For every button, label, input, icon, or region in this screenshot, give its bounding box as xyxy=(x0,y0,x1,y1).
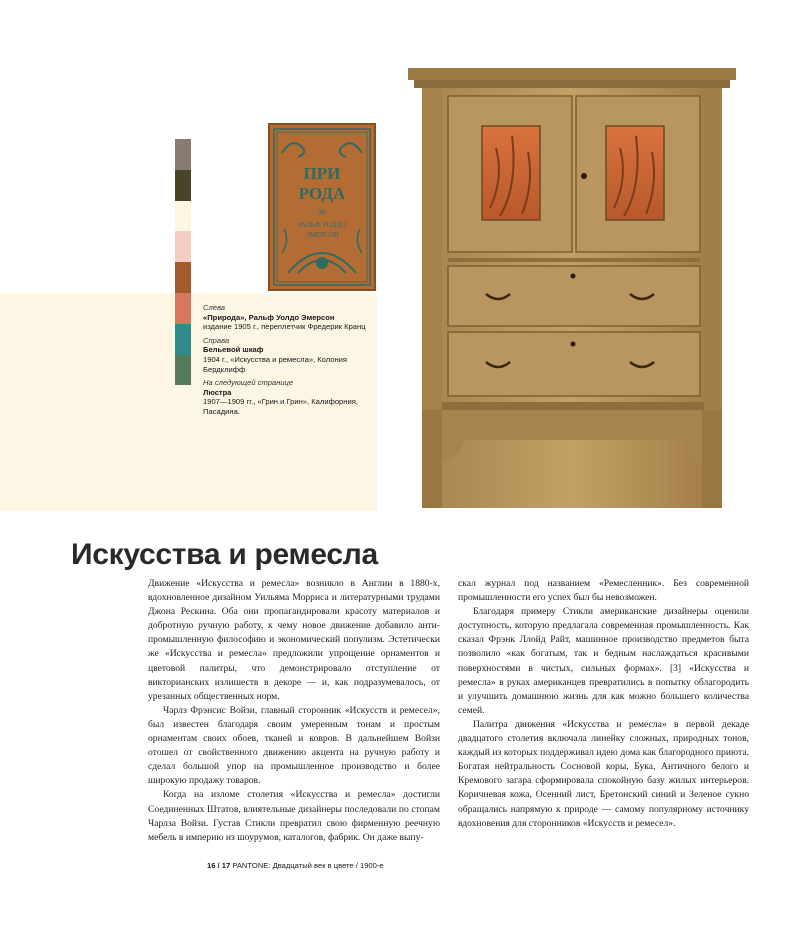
book-title-line-5: ЭМЕРСОН xyxy=(305,231,339,239)
paragraph: Когда на изломе столетия «Искусства и ремесла» достигли Соединенных Штатов, влиятельные дизайнеры последовали по стопам Чарлза Войзи. Густав Стикли превратил свою фирменную реечную мебель в империю из шоурумов, каталогов, фабрик. Он даже выпу- xyxy=(148,789,440,843)
caption-title: Бельевой шкаф xyxy=(203,345,264,355)
paragraph: Движение «Искусства и ремесла» возникло в Англии в 1880-х, вдохновленное дизайном Уильяма Морриса и литературными трудами Джона Рескина. Оба они пропагандировали красоту материалов и добротную ручную работу, к чему новое движение добавило анти-промышленную философию и экономический популизм. Эстетически же «Искусства и ремесла» предложили упрощение орнаментов и цветовой палитры, что демонстрировало отступление от викторианских излишеств в декоре — и, как подразумевалось, от урезанных общественных норм. xyxy=(148,578,440,702)
paragraph: Чарлз Фрэнсис Войзи, главный сторонник «Искусств и ремесел», был известен благодаря своим умеренным тонам и простым орнаментам своих обоев, тканей и ковров. В дальнейшем Войзи отошел от свойственного движению акцента на ручную работу и сделал большой упор на промышленное производство и более широкую продажу товаров. xyxy=(148,704,440,787)
book-title-line-3: ЭР xyxy=(317,208,327,217)
swatch-teal xyxy=(175,324,191,355)
caption-right xyxy=(203,336,375,374)
caption-text: издание 1905 г., переплетчик Фредерик Кранц xyxy=(203,322,366,332)
color-palette xyxy=(175,139,191,385)
paragraph: Палитра движения «Искусства и ремесла» в первой декаде двадцатого столетия включала линейку сложных, природных тонов, каждый из которых поддерживал идею дома как благородного приюта. Богатая нейтральность Сосновой коры, Бука, Античного белого и Кремового загара сформировала спокойную базу жилых интерьеров. Коричневая кожа, Осенний лист, Бретонский синий и Зеленое сукно обращались напрямую к природе — самому популярному источнику вдохновения для сторонников «Искусств и ремесел». xyxy=(458,718,749,829)
swatch-taupe xyxy=(175,139,191,170)
caption-label: На следующей странице xyxy=(203,378,294,388)
caption-next-page xyxy=(203,378,375,416)
caption-text: 1904 г., «Искусства и ремесла», Колония Бердклифф xyxy=(203,354,348,374)
footer-text: PANTONE: Двадцатый век в цвете / 1900-е xyxy=(232,861,384,870)
caption-left xyxy=(203,303,375,332)
page-title: Искусства и ремесла xyxy=(71,538,378,571)
caption-label: Справа xyxy=(203,335,230,345)
image-captions xyxy=(203,303,375,421)
page-footer xyxy=(207,861,384,870)
swatch-sage-green xyxy=(175,355,191,386)
swatch-dark-olive xyxy=(175,170,191,201)
book-title-line-1: ПРИ xyxy=(303,164,341,183)
paragraph: Благодаря примеру Стикли американские дизайнеры оценили доступность, которую предлагала современная промышленность. Как сказал Фрэнк Ллойд Райт, машинное производство предметов быта позволило «как богатым, так и бедным наслаждаться красивыми поверхностями в чистых, сильных формах». [3] «Искусства и ремесла» в руках американцев превратились в попытку облагородить и улучшить домашнюю жизнь для как можно большего количества семей. xyxy=(458,606,749,716)
swatch-burnt-brown xyxy=(175,262,191,293)
book-cover-image xyxy=(268,123,376,291)
paragraph: скал журнал под названием «Ремесленник». Без современной промышленности его успех был бы невозможен. xyxy=(458,578,749,604)
page-numbers: 16 / 17 xyxy=(207,861,231,870)
caption-text: 1907—1909 гг., «Грин и Грин», Калифорния, Пасадина. xyxy=(203,397,358,416)
swatch-pale-pink xyxy=(175,231,191,262)
swatch-cream-white xyxy=(175,201,191,232)
swatch-terracotta xyxy=(175,293,191,324)
book-title-line-2: РОДА xyxy=(298,184,346,203)
article-column-right xyxy=(458,577,749,831)
linen-cabinet-image xyxy=(408,68,738,510)
book-title-line-4: РАЛЬФ УОЛДО xyxy=(298,221,346,229)
caption-title: Люстра xyxy=(203,387,232,397)
caption-title: «Природа», Ральф Уолдо Эмерсон xyxy=(203,312,335,322)
article-column-left xyxy=(148,577,440,845)
caption-label: Слева xyxy=(203,303,226,312)
